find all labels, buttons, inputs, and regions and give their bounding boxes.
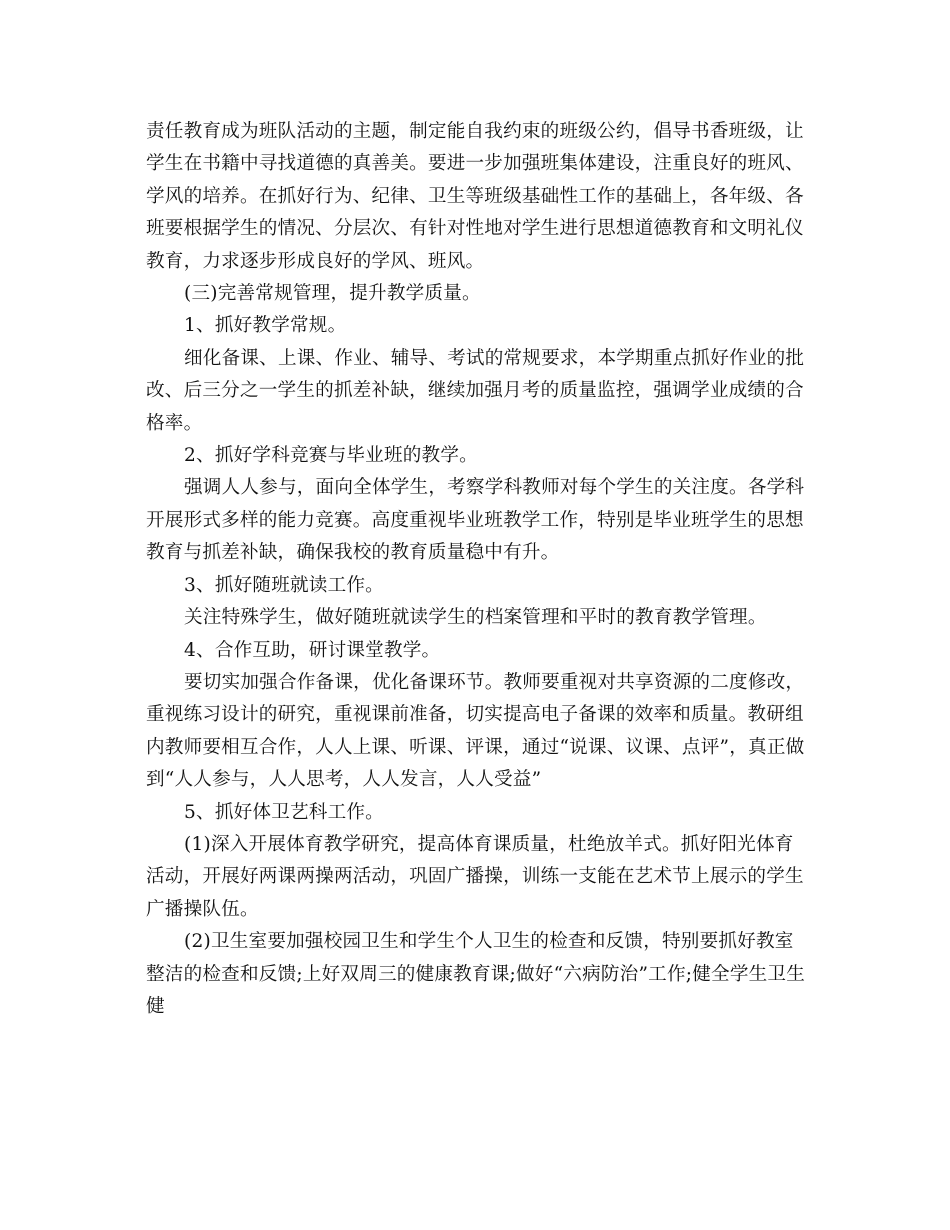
- item-heading-sports-health-arts: 5、抓好体卫艺科工作。: [184, 801, 384, 823]
- paragraph-teaching-routine: 细化备课、上课、作业、辅导、考试的常规要求，本学期重点抓好作业的批改、后三分之一学生的抓差补缺，继续加强月考的质量监控，强调学业成绩的合格率。: [146, 347, 805, 434]
- item-heading-cooperation: 4、合作互助，研讨课堂教学。: [184, 639, 441, 661]
- item-heading-teaching-routine: 1、抓好教学常规。: [184, 315, 347, 337]
- section-heading-routine-management: (三)完善常规管理，提升教学质量。: [184, 283, 481, 305]
- paragraph-health: (2)卫生室要加强校园卫生和学生个人卫生的检查和反馈，特别要抓好教室整洁的检查和反馈;上好双周三的健康教育课;做好“六病防治”工作;健全学生卫生健: [146, 931, 805, 1017]
- paragraph-class-management: 责任教育成为班队活动的主题，制定能自我约束的班级公约，倡导书香班级，让学生在书籍中寻找道德的真善美。要进一步加强班集体建设，注重良好的班风、学风的培养。在抓好行为、纪律、卫生等班级基础性工作的基础上，各年级、各班要根据学生的情况、分层次、有针对性地对学生进行思想道德教育和文明礼仪教育，力求逐步形成良好的学风、班风。: [146, 121, 804, 272]
- item-heading-inclusive-study: 3、抓好随班就读工作。: [184, 574, 384, 596]
- paragraph-sports: (1)深入开展体育教学研究，提高体育课质量，杜绝放羊式。抓好阳光体育活动，开展好两课两操两活动，巩固广播操，训练一支能在艺术节上展示的学生广播操队伍。: [146, 833, 804, 920]
- item-heading-competitions: 2、抓好学科竞赛与毕业班的教学。: [184, 445, 478, 467]
- document-body: [146, 116, 810, 1023]
- paragraph-cooperation: 要切实加强合作备课，优化备课环节。教师要重视对共享资源的二度修改，重视练习设计的研究，重视课前准备，切实提高电子备课的效率和质量。教研组内教师要相互合作，人人上课、听课、评课，通过“说课、议课、点评”，真正做到“人人参与，人人思考，人人发言，人人受益”: [146, 671, 805, 791]
- paragraph-inclusive-study: 关注特殊学生，做好随班就读学生的档案管理和平时的教育教学管理。: [184, 607, 767, 629]
- paragraph-competitions: 强调人人参与，面向全体学生，考察学科教师对每个学生的关注度。各学科开展形式多样的能力竞赛。高度重视毕业班教学工作，特别是毕业班学生的思想教育与抓差补缺，确保我校的教育质量稳中有升。: [146, 477, 805, 564]
